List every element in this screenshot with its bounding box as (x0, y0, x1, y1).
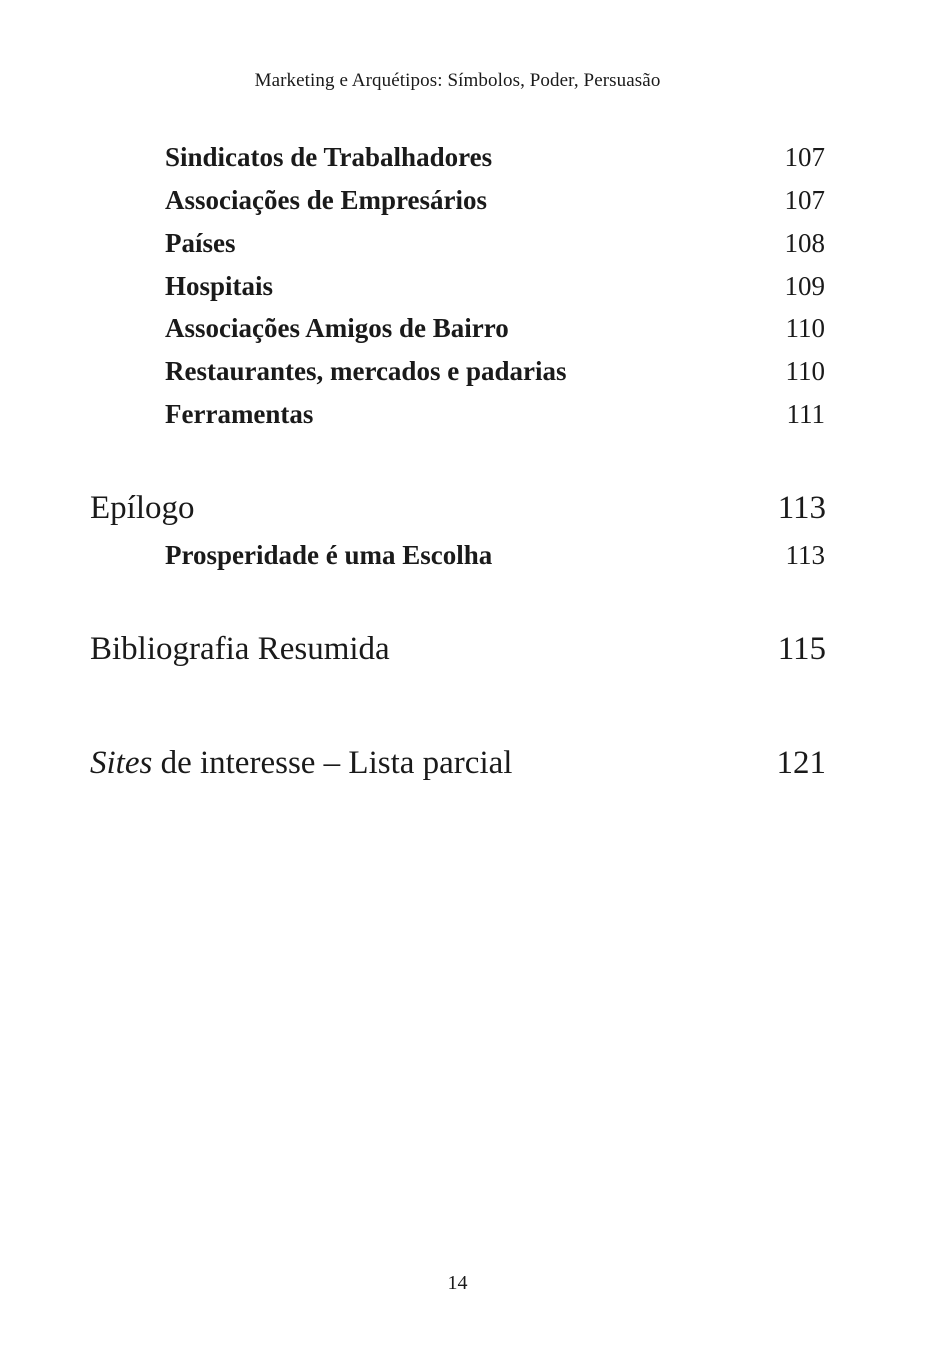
toc-chapter-title-italic: Sites (90, 745, 153, 781)
toc-chapter-page: 115 (777, 631, 826, 667)
toc-entry-page: 113 (785, 540, 825, 570)
toc-entry-associacoes-bairro (165, 313, 825, 344)
page-number: 14 (447, 1272, 468, 1294)
toc-chapter-epilogo (90, 490, 826, 527)
toc-entry-associacoes-empresarios (165, 185, 825, 216)
toc-entry-page: 108 (784, 228, 825, 258)
toc-entry-title: Hospitais (165, 271, 274, 301)
toc-entry-page: 107 (784, 185, 825, 215)
toc-entry-page: 110 (785, 313, 825, 343)
toc-chapter-page: 113 (777, 490, 826, 526)
toc-entry-page: 111 (786, 399, 825, 429)
toc-chapter-bibliografia (90, 631, 826, 668)
toc-entry-title: Restaurantes, mercados e padarias (165, 356, 567, 386)
toc-entry-title: Ferramentas (165, 399, 314, 429)
toc-chapter-title (90, 745, 512, 782)
toc-entry-title: Sindicatos de Trabalhadores (165, 142, 493, 172)
toc-chapter-title-rest: de interesse – Lista parcial (152, 745, 513, 781)
toc-entry-title: Associações Amigos de Bairro (165, 313, 509, 343)
toc-chapter-page: 121 (776, 745, 826, 781)
toc-entry-page: 109 (784, 271, 825, 301)
toc-entry-prosperidade (165, 540, 825, 571)
toc-chapter-title: Bibliografia Resumida (90, 631, 390, 667)
toc-chapter-title: Epílogo (90, 490, 195, 526)
toc-entry-restaurantes (165, 356, 825, 387)
toc-entry-title: Prosperidade é uma Escolha (165, 540, 493, 570)
toc-entry-page: 110 (785, 356, 825, 386)
toc-entry-ferramentas (165, 399, 825, 430)
toc-entry-page: 107 (784, 142, 825, 172)
toc-entry-title: Países (165, 228, 236, 258)
toc-entry-paises (165, 228, 825, 259)
running-header: Marketing e Arquétipos: Símbolos, Poder, Persuasão (254, 70, 661, 91)
toc-entry-hospitais (165, 271, 825, 302)
toc-chapter-sites (90, 745, 826, 782)
toc-entry-sindicatos (165, 142, 825, 173)
toc-entry-title: Associações de Empresários (165, 185, 487, 215)
